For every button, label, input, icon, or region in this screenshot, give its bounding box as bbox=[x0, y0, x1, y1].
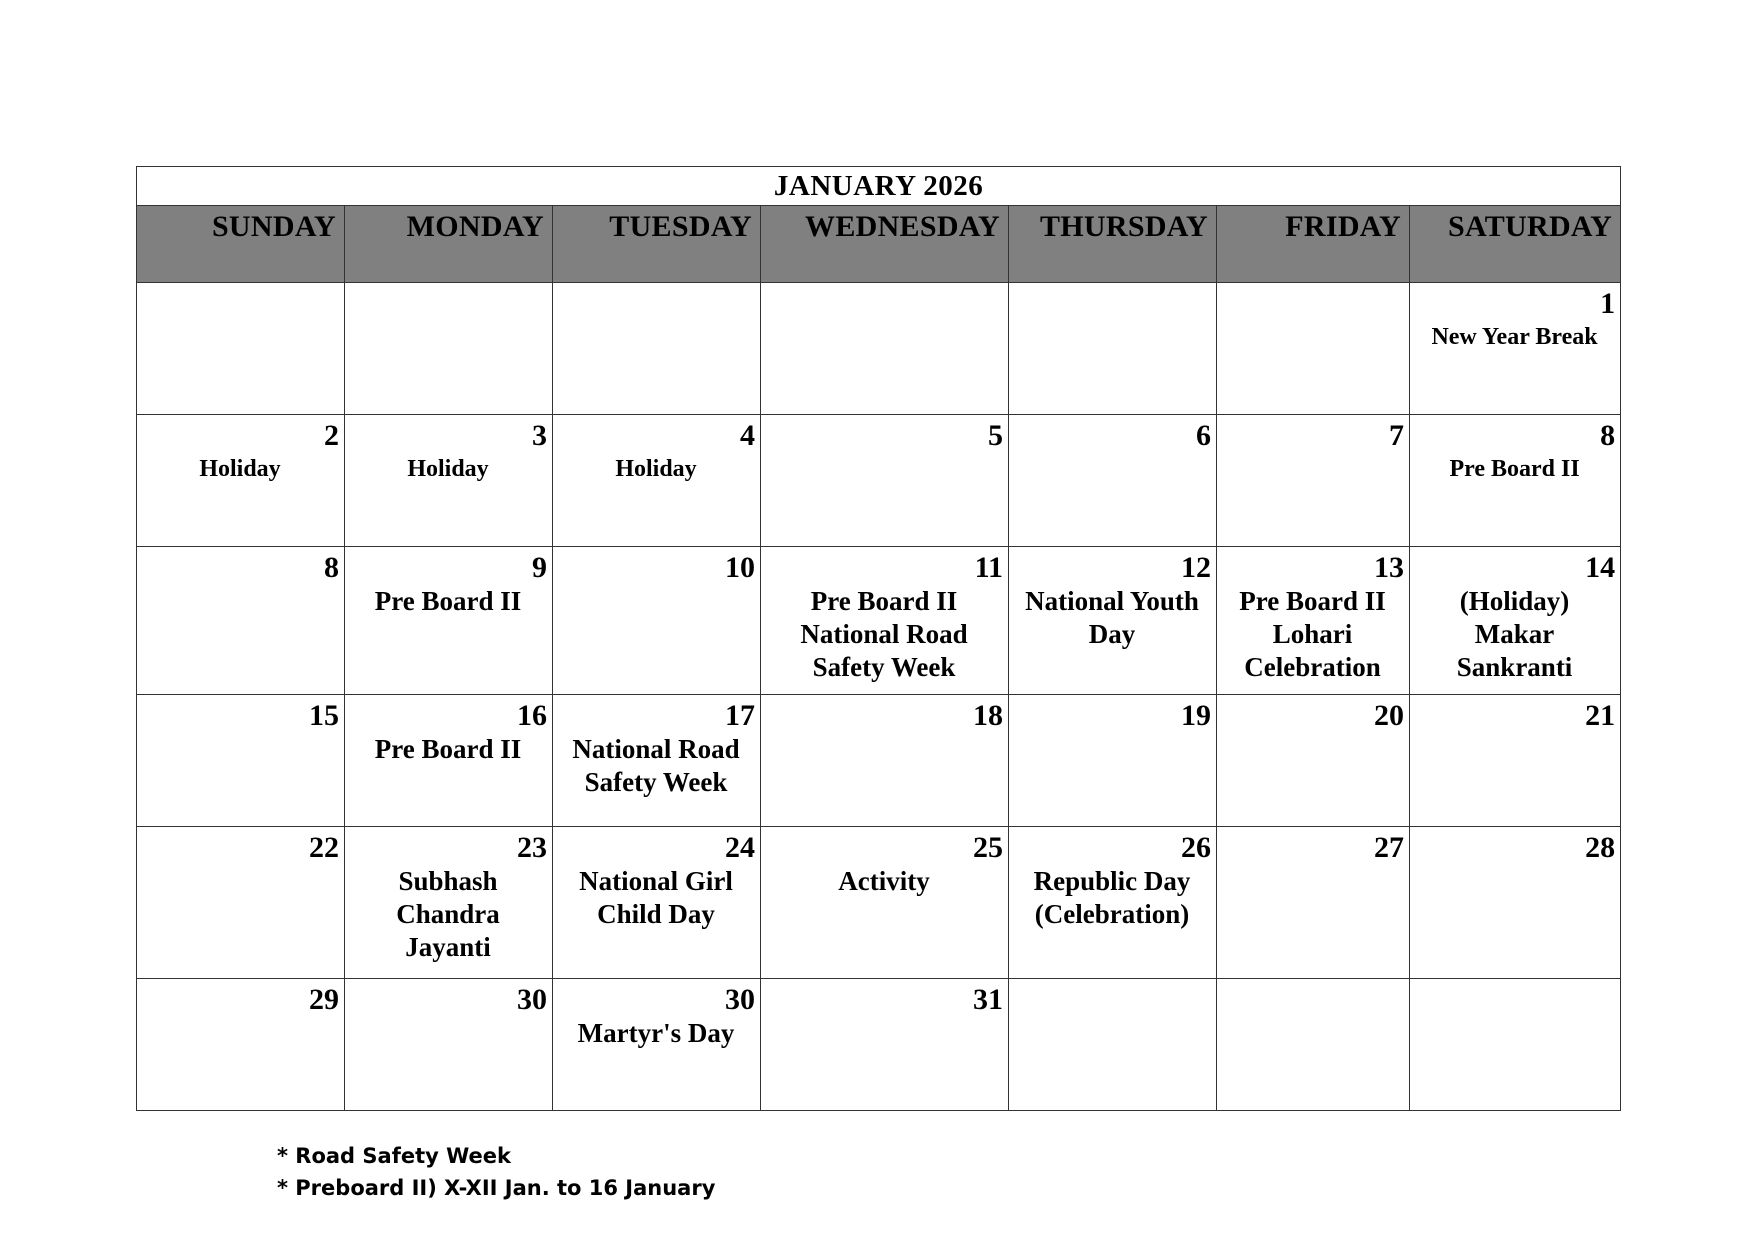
day-number: 25 bbox=[973, 831, 1003, 864]
day-event-label: (Celebration) bbox=[1034, 899, 1190, 929]
day-number: 13 bbox=[1374, 551, 1404, 584]
footnote-road-safety: * Road Safety Week bbox=[277, 1144, 511, 1168]
day-number: 29 bbox=[309, 983, 339, 1016]
calendar-day-cell bbox=[553, 827, 761, 979]
day-header-tuesday: TUESDAY bbox=[553, 206, 761, 283]
day-event-label: Holiday bbox=[199, 456, 281, 482]
day-number: 26 bbox=[1181, 831, 1211, 864]
day-event-label: Celebration bbox=[1244, 652, 1381, 682]
day-event-label: Subhash bbox=[398, 866, 498, 896]
calendar-day-cell bbox=[1410, 827, 1621, 979]
calendar-day-cell bbox=[1217, 827, 1410, 979]
day-event-label: Day bbox=[1088, 619, 1136, 649]
day-event-label: Makar bbox=[1474, 619, 1555, 649]
calendar-day-cell bbox=[345, 283, 553, 415]
day-number: 1 bbox=[1600, 287, 1616, 320]
calendar-day-cell bbox=[345, 415, 553, 547]
day-number: 10 bbox=[725, 551, 755, 584]
day-event-label: Holiday bbox=[615, 456, 697, 482]
day-event-label: National Youth bbox=[1025, 586, 1199, 616]
day-header-monday: MONDAY bbox=[345, 206, 553, 283]
day-number: 6 bbox=[1196, 419, 1211, 452]
day-number: 14 bbox=[1585, 551, 1616, 584]
calendar-day-cell bbox=[761, 283, 1009, 415]
day-event-label: Pre Board II bbox=[374, 586, 522, 616]
calendar-day-cell bbox=[761, 827, 1009, 979]
footnote-preboard: * Preboard II) X-XII Jan. to 16 January bbox=[277, 1176, 716, 1200]
calendar-day-cell bbox=[1217, 283, 1410, 415]
calendar-table bbox=[136, 166, 1621, 1111]
calendar-day-cell bbox=[1410, 415, 1621, 547]
day-number: 3 bbox=[532, 419, 547, 452]
day-number: 22 bbox=[309, 831, 339, 864]
day-header-saturday: SATURDAY bbox=[1410, 206, 1621, 283]
calendar-day-cell bbox=[1217, 979, 1410, 1111]
day-header-friday: FRIDAY bbox=[1217, 206, 1410, 283]
calendar-day-cell bbox=[1009, 827, 1217, 979]
calendar-day-cell bbox=[1410, 695, 1621, 827]
calendar-day-cell bbox=[1217, 415, 1410, 547]
day-number: 23 bbox=[517, 831, 547, 864]
footnotes bbox=[277, 1140, 715, 1204]
day-event-label: Republic Day bbox=[1033, 866, 1191, 896]
day-event-label: Chandra bbox=[396, 899, 500, 929]
day-number: 28 bbox=[1585, 831, 1616, 864]
day-event-label: Martyr's Day bbox=[577, 1018, 735, 1048]
day-number: 30 bbox=[517, 983, 547, 1016]
calendar-day-cell bbox=[761, 415, 1009, 547]
calendar-day-cell bbox=[345, 979, 553, 1111]
calendar-day-cell bbox=[137, 695, 345, 827]
day-number: 8 bbox=[324, 551, 339, 584]
calendar-day-cell bbox=[137, 547, 345, 695]
calendar-day-cell bbox=[1009, 695, 1217, 827]
day-number: 21 bbox=[1585, 699, 1616, 732]
calendar-week-row bbox=[137, 827, 1621, 979]
calendar-day-cell bbox=[1009, 979, 1217, 1111]
day-number: 2 bbox=[324, 419, 339, 452]
day-event-label: Activity bbox=[838, 866, 930, 896]
calendar-day-cell bbox=[553, 415, 761, 547]
day-event-label: Safety Week bbox=[584, 767, 728, 797]
calendar-day-cell bbox=[1410, 283, 1621, 415]
day-number: 19 bbox=[1181, 699, 1211, 732]
calendar-week-row bbox=[137, 415, 1621, 547]
day-number: 8 bbox=[1600, 419, 1616, 452]
day-number: 9 bbox=[532, 551, 547, 584]
day-event-label: National Road bbox=[800, 619, 968, 649]
day-event-label: Safety Week bbox=[812, 652, 956, 682]
day-number: 30 bbox=[725, 983, 755, 1016]
calendar-day-cell bbox=[1009, 415, 1217, 547]
calendar-day-cell bbox=[761, 979, 1009, 1111]
day-number: 27 bbox=[1374, 831, 1404, 864]
calendar-week-row bbox=[137, 547, 1621, 695]
calendar-day-cell bbox=[553, 979, 761, 1111]
day-event-label: National Girl bbox=[579, 866, 733, 896]
calendar-day-cell bbox=[1410, 547, 1621, 695]
calendar-week-row bbox=[137, 695, 1621, 827]
day-event-label: Pre Board II bbox=[1239, 586, 1386, 616]
day-header-sunday: SUNDAY bbox=[137, 206, 345, 283]
calendar-week-row bbox=[137, 979, 1621, 1111]
day-number: 20 bbox=[1374, 699, 1404, 732]
day-event-label: Child Day bbox=[597, 899, 715, 929]
day-event-label: (Holiday) bbox=[1459, 586, 1570, 616]
calendar-day-cell bbox=[1217, 695, 1410, 827]
day-event-label: Pre Board II bbox=[810, 586, 958, 616]
day-event-label: Pre Board II bbox=[1449, 456, 1580, 482]
calendar-week-row bbox=[137, 283, 1621, 415]
day-number: 11 bbox=[974, 551, 1003, 584]
calendar-day-cell bbox=[553, 283, 761, 415]
calendar-body bbox=[137, 283, 1621, 1111]
day-number: 16 bbox=[517, 699, 547, 732]
day-number: 18 bbox=[973, 699, 1003, 732]
day-number: 12 bbox=[1181, 551, 1211, 584]
day-header-wednesday: WEDNESDAY bbox=[761, 206, 1009, 283]
day-event-label: New Year Break bbox=[1431, 324, 1598, 350]
calendar-day-cell bbox=[345, 695, 553, 827]
day-event-label: Pre Board II bbox=[374, 734, 522, 764]
day-number: 15 bbox=[309, 699, 339, 732]
day-number: 24 bbox=[725, 831, 755, 864]
day-number: 31 bbox=[973, 983, 1003, 1016]
calendar-day-cell bbox=[137, 415, 345, 547]
calendar-day-cell bbox=[761, 547, 1009, 695]
calendar-day-cell bbox=[137, 283, 345, 415]
day-event-label: Sankranti bbox=[1456, 652, 1573, 682]
day-number: 5 bbox=[988, 419, 1003, 452]
calendar-day-cell bbox=[553, 547, 761, 695]
calendar-day-cell bbox=[345, 827, 553, 979]
calendar-day-cell bbox=[1410, 979, 1621, 1111]
calendar-day-cell bbox=[137, 827, 345, 979]
day-event-label: Holiday bbox=[407, 456, 489, 482]
calendar-day-cell bbox=[137, 979, 345, 1111]
calendar-day-cell bbox=[1009, 283, 1217, 415]
day-event-label: Lohari bbox=[1272, 619, 1353, 649]
day-number: 7 bbox=[1389, 419, 1404, 452]
calendar-day-cell bbox=[553, 695, 761, 827]
calendar-day-cell bbox=[345, 547, 553, 695]
day-header-thursday: THURSDAY bbox=[1009, 206, 1217, 283]
calendar-day-cell bbox=[761, 695, 1009, 827]
calendar-day-cell bbox=[1009, 547, 1217, 695]
day-number: 17 bbox=[725, 699, 755, 732]
calendar-day-cell bbox=[1217, 547, 1410, 695]
calendar-title: JANUARY 2026 bbox=[137, 167, 1621, 206]
day-event-label: Jayanti bbox=[405, 932, 491, 962]
day-event-label: National Road bbox=[572, 734, 740, 764]
day-number: 4 bbox=[740, 419, 755, 452]
